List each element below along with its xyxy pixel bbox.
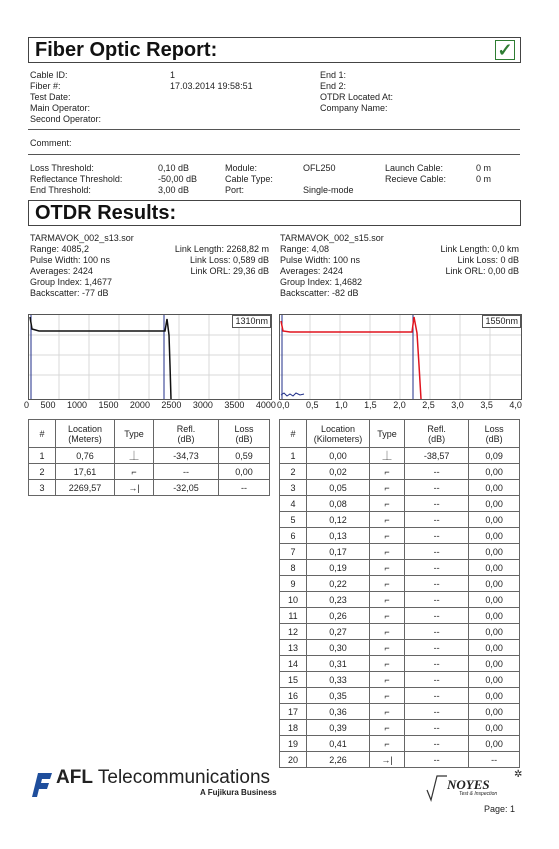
right-range: Range: 4,08	[280, 244, 330, 254]
right-x-tick: 2,5	[422, 400, 435, 410]
table-row	[280, 544, 520, 560]
event-loss: 0,00	[469, 736, 520, 752]
event-location: 0,02	[307, 464, 370, 480]
left-x-tick: 500	[40, 400, 56, 410]
event-location: 0,17	[307, 544, 370, 560]
event-location: 0,08	[307, 496, 370, 512]
left-link-orl: Link ORL: 29,36 dB	[190, 266, 269, 276]
report-info-left-values	[170, 70, 253, 92]
checkbox-checked-icon: ✓	[495, 40, 515, 60]
table-header-row	[29, 420, 270, 448]
event-type-icon: ⌐	[370, 544, 405, 560]
end2-label: End 2:	[320, 81, 347, 91]
event-number: 4	[280, 496, 307, 512]
event-loss: 0,00	[469, 592, 520, 608]
right-x-axis	[277, 400, 522, 410]
cable-type-value	[303, 174, 354, 185]
company-name-label: Company Name:	[320, 103, 388, 113]
noyes-tagline: Test & Inspection	[459, 791, 498, 797]
event-loss: 0,59	[218, 448, 269, 464]
event-loss: 0,09	[469, 448, 520, 464]
table-row	[280, 704, 520, 720]
cable-labels	[385, 163, 446, 185]
port-label: Port:	[225, 185, 245, 195]
otdr-location-label: OTDR Located At:	[320, 92, 394, 102]
right-pulse-width: Pulse Width: 100 ns	[280, 255, 361, 265]
test-date-label: Test Date:	[30, 92, 71, 102]
test-date-value: 17.03.2014 19:58:51	[170, 81, 253, 91]
event-number: 11	[280, 608, 307, 624]
event-reflectance: --	[405, 496, 469, 512]
event-type-icon: ⌐	[115, 464, 154, 480]
event-loss: 0,00	[469, 464, 520, 480]
event-reflectance: --	[405, 736, 469, 752]
event-reflectance: --	[405, 560, 469, 576]
left-trace-params	[30, 233, 134, 299]
event-loss: 0,00	[469, 528, 520, 544]
event-loss: 0,00	[218, 464, 269, 480]
table-row	[280, 480, 520, 496]
col-refl-header: Refl. (dB)	[154, 420, 219, 448]
left-range: Range: 4085,2	[30, 244, 90, 254]
receive-cable-label: Recieve Cable:	[385, 174, 447, 184]
table-row	[280, 560, 520, 576]
event-location: 0,76	[56, 448, 115, 464]
table-row	[280, 672, 520, 688]
event-number: 2	[280, 464, 307, 480]
end-threshold-label: End Threshold:	[30, 185, 91, 195]
left-x-tick: 2500	[161, 400, 182, 410]
launch-cable-label: Launch Cable:	[385, 163, 444, 173]
col-number-header: #	[280, 420, 307, 448]
event-reflectance: -34,73	[154, 448, 219, 464]
event-location: 0,22	[307, 576, 370, 592]
event-location: 0,12	[307, 512, 370, 528]
col-location-header: Location (Meters)	[56, 420, 115, 448]
event-number: 15	[280, 672, 307, 688]
event-location: 0,30	[307, 640, 370, 656]
threshold-values	[158, 163, 197, 196]
report-title-bar	[28, 37, 521, 63]
event-reflectance: --	[405, 464, 469, 480]
event-loss: 0,00	[469, 640, 520, 656]
event-location: 0,13	[307, 528, 370, 544]
event-reflectance: --	[405, 528, 469, 544]
event-number: 1	[280, 448, 307, 464]
noyes-check-mark-icon	[425, 772, 449, 802]
event-loss: 0,00	[469, 496, 520, 512]
event-number: 10	[280, 592, 307, 608]
report-title: Fiber Optic Report:	[35, 39, 218, 61]
table-row	[280, 752, 520, 768]
table-row	[280, 656, 520, 672]
left-x-tick: 0	[24, 400, 30, 410]
cable-type-label: Cable Type:	[225, 174, 273, 184]
launch-cable-value: 0 m	[476, 163, 492, 173]
event-loss: --	[218, 480, 269, 496]
right-events-table	[279, 419, 520, 768]
afl-subtitle: A Fujikura Business	[200, 788, 277, 797]
left-pulse-width: Pulse Width: 100 ns	[30, 255, 111, 265]
event-reflectance: --	[405, 704, 469, 720]
event-reflectance: --	[405, 480, 469, 496]
table-row	[280, 608, 520, 624]
event-reflectance: -32,05	[154, 480, 219, 496]
event-loss: 0,00	[469, 672, 520, 688]
event-number: 3	[280, 480, 307, 496]
afl-logo-mark-icon	[28, 769, 52, 799]
right-x-tick: 3,5	[480, 400, 493, 410]
event-loss: 0,00	[469, 576, 520, 592]
second-operator-label: Second Operator:	[30, 114, 102, 124]
event-type-icon: ⌐	[370, 528, 405, 544]
right-x-tick: 4,0	[509, 400, 522, 410]
module-labels	[225, 163, 273, 196]
afl-brand-rest: Telecommunications	[97, 767, 271, 788]
event-location: 2,26	[307, 752, 370, 768]
event-type-icon: ⌐	[370, 656, 405, 672]
event-number: 6	[280, 528, 307, 544]
comment-label: Comment:	[30, 138, 72, 148]
reflectance-threshold-value: -50,00 dB	[158, 174, 198, 184]
left-x-tick: 1500	[98, 400, 119, 410]
table-row	[280, 592, 520, 608]
event-reflectance: --	[405, 640, 469, 656]
event-location: 0,19	[307, 560, 370, 576]
event-type-icon: ⌐	[370, 624, 405, 640]
gear-icon: ✲	[514, 769, 523, 780]
event-number: 19	[280, 736, 307, 752]
table-row	[280, 624, 520, 640]
left-x-tick: 4000	[255, 400, 276, 410]
event-location: 0,26	[307, 608, 370, 624]
event-location: 0,05	[307, 480, 370, 496]
event-number: 18	[280, 720, 307, 736]
event-location: 0,31	[307, 656, 370, 672]
event-reflectance: --	[405, 720, 469, 736]
module-label: Module:	[225, 163, 258, 173]
event-location: 2269,57	[56, 480, 115, 496]
left-group-index: Group Index: 1,4677	[30, 277, 113, 287]
event-number: 3	[29, 480, 56, 496]
otdr-title-bar	[28, 200, 521, 226]
col-location-header: Location (Kilometers)	[307, 420, 370, 448]
noyes-logo	[425, 769, 525, 802]
cable-values	[476, 163, 491, 185]
table-row	[280, 640, 520, 656]
event-reflectance: --	[405, 544, 469, 560]
table-row	[280, 512, 520, 528]
right-link-orl: Link ORL: 0,00 dB	[445, 266, 519, 276]
right-trace-params	[280, 233, 384, 299]
event-location: 0,23	[307, 592, 370, 608]
col-number-header: #	[29, 420, 56, 448]
event-number: 7	[280, 544, 307, 560]
event-location: 0,39	[307, 720, 370, 736]
event-location: 0,41	[307, 736, 370, 752]
left-backscatter: Backscatter: -77 dB	[30, 288, 109, 298]
event-type-icon: ⌐	[370, 480, 405, 496]
end-threshold-value: 3,00 dB	[158, 185, 190, 195]
left-events-body	[29, 448, 270, 496]
table-row	[29, 448, 270, 464]
afl-company-name	[56, 767, 270, 789]
right-events-body	[280, 448, 520, 768]
event-type-icon: ⌐	[370, 592, 405, 608]
table-row	[29, 480, 270, 496]
table-header-row	[280, 420, 520, 448]
event-type-icon: ⌐	[370, 688, 405, 704]
event-reflectance: --	[405, 592, 469, 608]
event-number: 8	[280, 560, 307, 576]
event-type-icon: ⌐	[370, 512, 405, 528]
table-row	[280, 528, 520, 544]
event-location: 17,61	[56, 464, 115, 480]
right-group-index: Group Index: 1,4682	[280, 277, 363, 287]
end1-label: End 1:	[320, 70, 347, 80]
loss-threshold-label: Loss Threshold:	[30, 163, 94, 173]
col-type-header: Type	[115, 420, 154, 448]
event-reflectance: --	[405, 656, 469, 672]
event-number: 13	[280, 640, 307, 656]
main-operator-label: Main Operator:	[30, 103, 91, 113]
event-type-icon: ⌐	[370, 736, 405, 752]
reflectance-threshold-label: Reflectance Threshold:	[30, 174, 123, 184]
col-refl-header: Refl. (dB)	[405, 420, 469, 448]
event-loss: 0,00	[469, 720, 520, 736]
event-type-icon: ⌐	[370, 464, 405, 480]
table-row	[280, 720, 520, 736]
left-wavelength-label: 1310nm	[232, 315, 271, 328]
table-row	[280, 736, 520, 752]
right-wavelength-label: 1550nm	[482, 315, 521, 328]
left-x-tick: 2000	[129, 400, 150, 410]
left-link-length: Link Length: 2268,82 m	[174, 244, 269, 254]
loss-threshold-value: 0,10 dB	[158, 163, 190, 173]
noyes-brand: NOYES	[447, 777, 490, 792]
event-type-icon: ⌐	[370, 576, 405, 592]
right-link-info	[440, 244, 519, 277]
right-link-loss: Link Loss: 0 dB	[457, 255, 519, 265]
event-loss: 0,00	[469, 656, 520, 672]
page-number: Page: 1	[484, 804, 516, 814]
left-link-info	[175, 244, 269, 277]
event-number: 14	[280, 656, 307, 672]
event-reflectance: -38,57	[405, 448, 469, 464]
event-number: 12	[280, 624, 307, 640]
event-reflectance: --	[405, 608, 469, 624]
left-trace-line	[30, 317, 171, 399]
right-averages: Averages: 2424	[280, 266, 343, 276]
event-loss: --	[469, 752, 520, 768]
event-type-icon: ⏊	[370, 448, 405, 464]
fiber-number-label: Fiber #:	[30, 81, 61, 91]
event-loss: 0,00	[469, 688, 520, 704]
event-type-icon: ⌐	[370, 640, 405, 656]
cable-id-label: Cable ID:	[30, 70, 68, 80]
divider	[28, 154, 520, 155]
event-reflectance: --	[405, 576, 469, 592]
event-location: 0,36	[307, 704, 370, 720]
col-loss-header: Loss (dB)	[218, 420, 269, 448]
event-reflectance: --	[405, 624, 469, 640]
event-type-icon: →|	[370, 752, 405, 768]
right-backscatter: Backscatter: -82 dB	[280, 288, 359, 298]
right-otdr-trace-plot	[279, 314, 522, 400]
event-reflectance: --	[154, 464, 219, 480]
left-x-axis	[24, 400, 276, 410]
fiber-number-value: 1	[170, 70, 176, 80]
col-type-header: Type	[370, 420, 405, 448]
right-x-tick: 0,5	[306, 400, 319, 410]
left-x-tick: 3500	[224, 400, 245, 410]
receive-cable-value: 0 m	[476, 174, 492, 184]
event-number: 20	[280, 752, 307, 768]
right-x-tick: 1,5	[364, 400, 377, 410]
divider	[28, 129, 520, 130]
event-location: 0,27	[307, 624, 370, 640]
event-reflectance: --	[405, 512, 469, 528]
event-number: 1	[29, 448, 56, 464]
event-loss: 0,00	[469, 624, 520, 640]
threshold-labels	[30, 163, 122, 196]
left-averages: Averages: 2424	[30, 266, 93, 276]
table-row	[280, 448, 520, 464]
left-x-tick: 3000	[192, 400, 213, 410]
right-x-tick: 2,0	[393, 400, 406, 410]
table-row	[280, 688, 520, 704]
left-events-table	[28, 419, 270, 496]
event-location: 0,33	[307, 672, 370, 688]
event-loss: 0,00	[469, 608, 520, 624]
event-loss: 0,00	[469, 704, 520, 720]
event-type-icon: ⌐	[370, 496, 405, 512]
table-row	[280, 576, 520, 592]
event-loss: 0,00	[469, 560, 520, 576]
left-otdr-trace-plot	[28, 314, 272, 400]
event-reflectance: --	[405, 688, 469, 704]
table-row	[280, 464, 520, 480]
table-row	[280, 496, 520, 512]
left-link-loss: Link Loss: 0,589 dB	[189, 255, 269, 265]
event-loss: 0,00	[469, 512, 520, 528]
afl-logo	[28, 769, 288, 801]
module-value: OFL250	[303, 163, 336, 173]
event-loss: 0,00	[469, 544, 520, 560]
right-file-name: TARMAVOK_002_s15.sor	[280, 233, 384, 243]
left-file-name: TARMAVOK_002_s13.sor	[30, 233, 134, 243]
afl-brand: AFL	[56, 767, 93, 788]
col-loss-header: Loss (dB)	[469, 420, 520, 448]
right-x-tick: 3,0	[451, 400, 464, 410]
table-row	[29, 464, 270, 480]
event-type-icon: ⌐	[370, 608, 405, 624]
event-number: 9	[280, 576, 307, 592]
event-type-icon: ⌐	[370, 720, 405, 736]
module-values	[303, 163, 354, 196]
event-type-icon: →|	[115, 480, 154, 496]
event-type-icon: ⌐	[370, 704, 405, 720]
event-type-icon: ⏊	[115, 448, 154, 464]
event-loss: 0,00	[469, 480, 520, 496]
event-type-icon: ⌐	[370, 672, 405, 688]
event-type-icon: ⌐	[370, 560, 405, 576]
event-reflectance: --	[405, 752, 469, 768]
event-number: 5	[280, 512, 307, 528]
event-number: 2	[29, 464, 56, 480]
otdr-title: OTDR Results:	[35, 202, 177, 224]
event-reflectance: --	[405, 672, 469, 688]
event-location: 0,00	[307, 448, 370, 464]
port-value: Single-mode	[303, 185, 354, 195]
report-info-left-labels	[30, 70, 101, 125]
event-location: 0,35	[307, 688, 370, 704]
report-info-right-labels	[320, 70, 393, 114]
event-number: 17	[280, 704, 307, 720]
right-noise-line	[281, 393, 304, 396]
right-x-tick: 1,0	[335, 400, 348, 410]
event-number: 16	[280, 688, 307, 704]
right-x-tick: 0,0	[277, 400, 290, 410]
right-link-length: Link Length: 0,0 km	[440, 244, 519, 254]
left-x-tick: 1000	[66, 400, 87, 410]
